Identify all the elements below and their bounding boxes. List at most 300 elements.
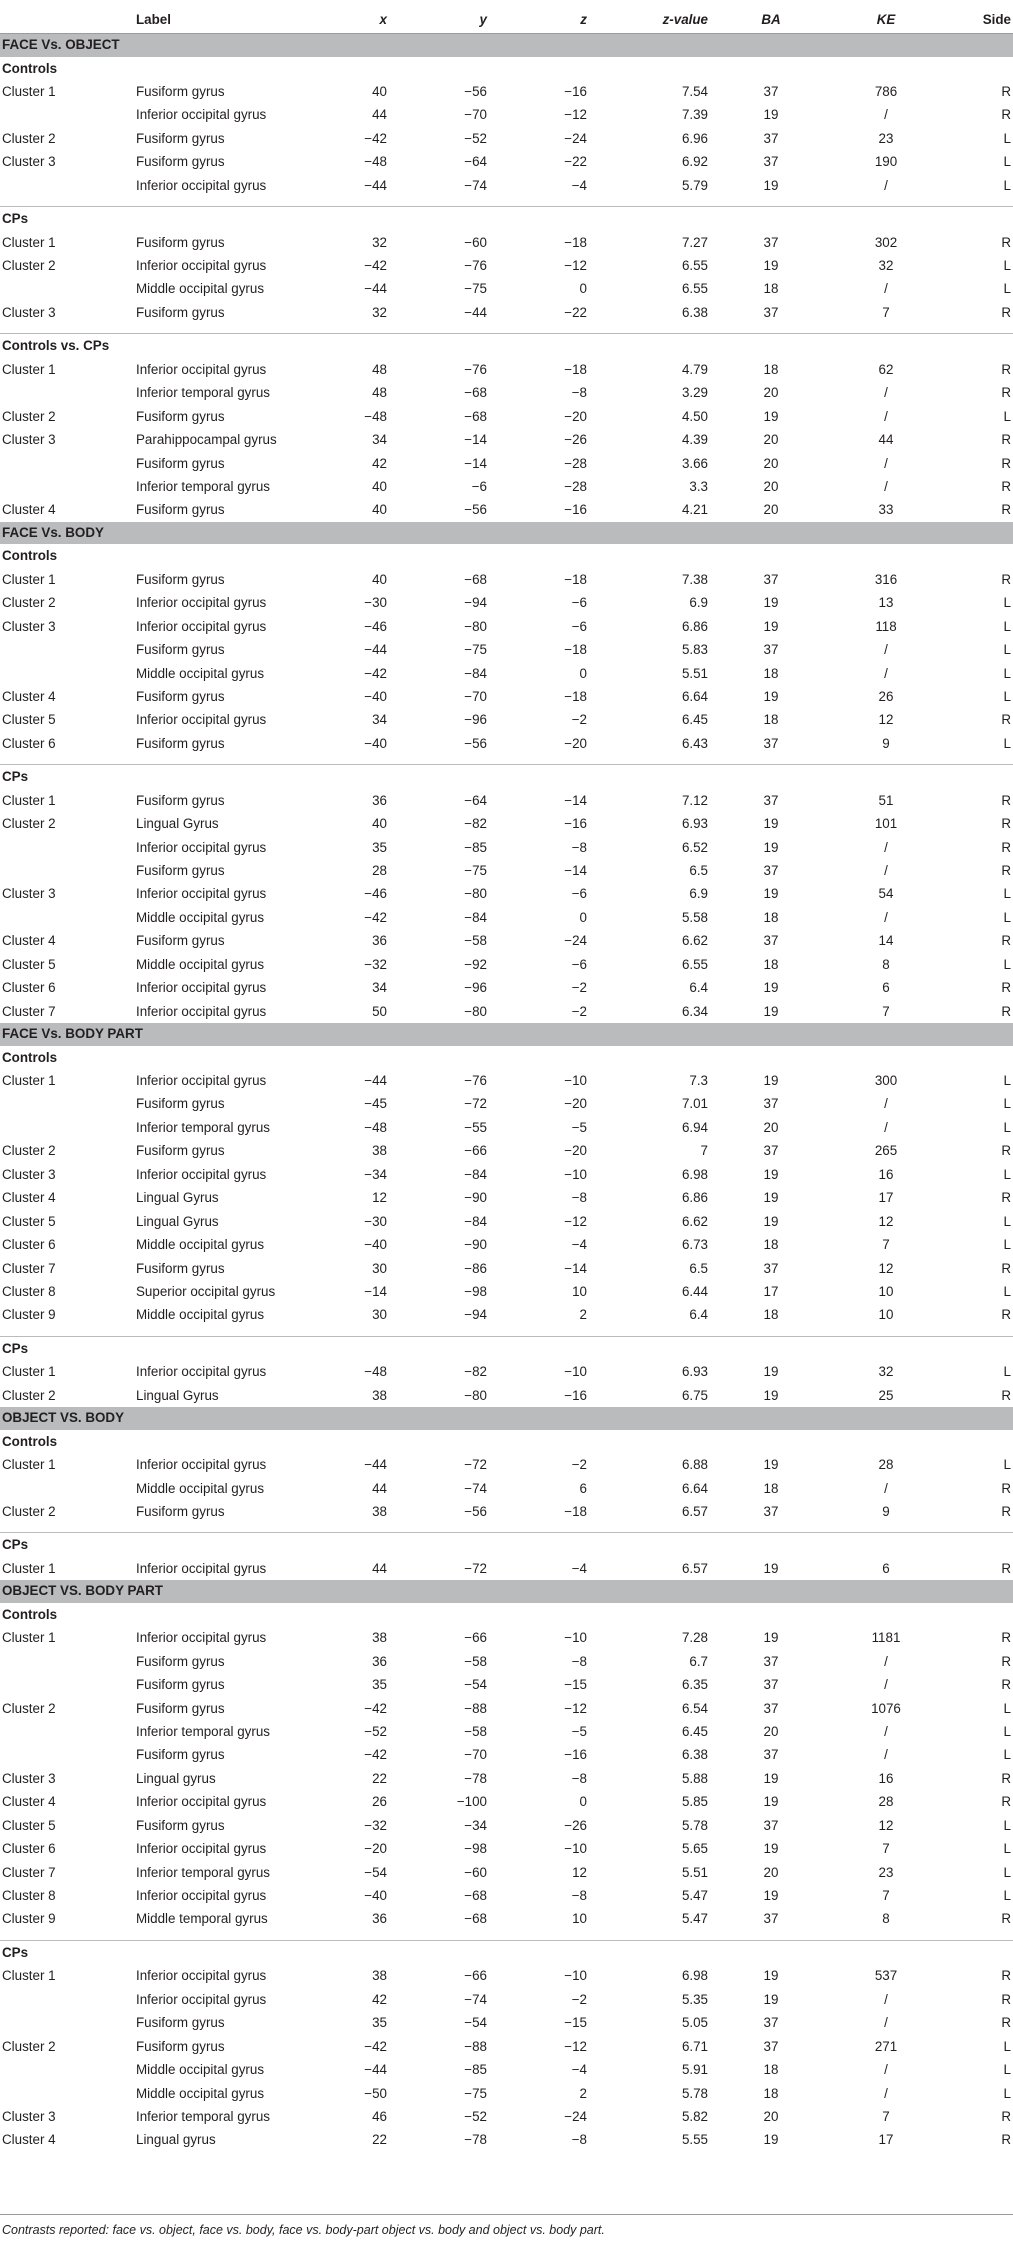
y-cell: −72: [464, 1560, 487, 1576]
table-row: [0, 2105, 1013, 2128]
ke-cell: /: [884, 1119, 888, 1135]
z-value-cell: 6.57: [681, 1560, 708, 1576]
y-cell: −98: [464, 1283, 487, 1299]
table-row: [0, 882, 1013, 905]
ba-cell: 17: [763, 1283, 779, 1299]
side-cell: R: [1001, 2015, 1011, 2031]
x-cell: 40: [372, 502, 387, 518]
z-value-cell: 6.38: [681, 304, 708, 320]
side-cell: L: [1003, 688, 1011, 704]
side-cell: R: [1001, 1677, 1011, 1693]
side-cell: R: [1001, 863, 1011, 878]
x-cell: 38: [372, 1968, 387, 1984]
region-label: Inferior occipital gyrus: [136, 107, 267, 123]
ke-cell: 17: [878, 2132, 894, 2148]
z-cell: −26: [564, 1817, 587, 1833]
ba-cell: 20: [763, 2108, 779, 2124]
z-value-cell: 6.94: [681, 1119, 708, 1135]
bottom-rule: [0, 2214, 1013, 2215]
ke-cell: 10: [878, 1283, 894, 1299]
cluster-cell: Cluster 7: [2, 1260, 56, 1276]
table-row: [0, 1790, 1013, 1813]
region-label: Inferior occipital gyrus: [136, 1073, 267, 1088]
y-cell: −76: [464, 258, 487, 273]
header-z: z: [580, 12, 587, 27]
z-value-cell: 6.55: [681, 956, 708, 972]
z-cell: −18: [564, 361, 587, 377]
ke-cell: /: [884, 478, 888, 494]
ke-cell: 265: [874, 1143, 898, 1159]
table-row: [0, 1697, 1013, 1720]
group-title: Controls: [2, 1049, 58, 1065]
ke-cell: 12: [878, 712, 894, 728]
x-cell: −30: [364, 1213, 387, 1229]
side-cell: R: [1001, 1307, 1011, 1323]
z-cell: −8: [571, 2132, 587, 2148]
region-label: Inferior occipital gyrus: [136, 980, 267, 996]
table-row: [0, 1360, 1013, 1383]
section-header: [0, 1023, 1013, 1046]
side-cell: L: [1003, 177, 1011, 193]
region-label: Fusiform gyrus: [136, 1817, 225, 1833]
z-cell: 2: [579, 1307, 587, 1323]
table-row: [0, 1280, 1013, 1303]
ba-cell: 19: [763, 595, 779, 611]
region-label: Inferior occipital gyrus: [136, 258, 267, 273]
ke-cell: 7: [882, 1841, 890, 1857]
table-row: [0, 405, 1013, 428]
table-row: [0, 662, 1013, 685]
y-cell: −74: [464, 1480, 487, 1496]
cluster-cell: Cluster 8: [2, 1888, 56, 1903]
ke-cell: 316: [874, 571, 898, 587]
x-cell: −50: [364, 2085, 387, 2101]
x-cell: 34: [372, 712, 387, 728]
region-label: Fusiform gyrus: [136, 130, 225, 146]
ke-cell: 14: [878, 933, 894, 949]
side-cell: R: [1001, 455, 1011, 471]
cluster-cell: Cluster 5: [2, 712, 56, 728]
ke-cell: 9: [882, 1503, 890, 1519]
y-cell: −84: [464, 909, 487, 925]
x-cell: 12: [372, 1190, 387, 1206]
ba-cell: 19: [763, 1364, 779, 1380]
side-cell: R: [1001, 361, 1011, 377]
x-cell: 46: [372, 2108, 387, 2124]
z-cell: 0: [579, 665, 587, 681]
side-cell: R: [1001, 1503, 1011, 1519]
cluster-cell: Cluster 1: [2, 1364, 56, 1380]
z-value-cell: 7.27: [681, 234, 708, 250]
group-title: Controls: [2, 1433, 58, 1449]
z-cell: −10: [564, 1841, 587, 1857]
ke-cell: 302: [874, 234, 898, 250]
x-cell: −48: [364, 408, 387, 424]
region-label: Lingual Gyrus: [136, 1190, 219, 1206]
ba-cell: 37: [763, 792, 779, 808]
region-label: Fusiform gyrus: [136, 1260, 225, 1276]
region-label: Fusiform gyrus: [136, 571, 225, 587]
z-value-cell: 6.93: [681, 816, 708, 832]
x-cell: 42: [372, 1991, 387, 2007]
y-cell: −92: [464, 956, 487, 972]
ba-cell: 18: [763, 712, 779, 728]
y-cell: −14: [464, 432, 487, 448]
y-cell: −14: [464, 455, 487, 471]
region-label: Inferior occipital gyrus: [136, 1630, 267, 1646]
ke-cell: 7: [882, 1003, 890, 1019]
cluster-cell: Cluster 6: [2, 1237, 56, 1253]
region-label: Fusiform gyrus: [136, 2015, 225, 2031]
table-row: [0, 1743, 1013, 1766]
table-row: [0, 1767, 1013, 1790]
y-cell: −75: [464, 281, 487, 297]
table-row: [0, 1186, 1013, 1209]
region-label: Fusiform gyrus: [136, 792, 225, 808]
group-title: Controls vs. CPs: [2, 338, 110, 354]
z-cell: −24: [564, 933, 587, 949]
side-cell: L: [1003, 130, 1011, 146]
ba-cell: 18: [763, 1480, 779, 1496]
z-value-cell: 5.51: [681, 665, 708, 681]
z-cell: −10: [564, 1073, 587, 1088]
ke-cell: 62: [878, 361, 894, 377]
table-row: [0, 953, 1013, 976]
group-title: CPs: [2, 769, 29, 785]
y-cell: −90: [464, 1190, 487, 1206]
group-divider: [0, 197, 1013, 207]
y-cell: −82: [464, 1364, 487, 1380]
z-value-cell: 6.5: [689, 1260, 708, 1276]
ke-cell: 1076: [871, 1700, 901, 1716]
table-row: [0, 1092, 1013, 1115]
z-cell: −14: [564, 792, 587, 808]
table-row: [0, 1116, 1013, 1139]
z-value-cell: 7.38: [681, 571, 708, 587]
table-row: [0, 452, 1013, 475]
table-row: [0, 1257, 1013, 1280]
x-cell: 34: [372, 432, 387, 448]
z-value-cell: 7: [700, 1143, 708, 1159]
side-cell: L: [1003, 1237, 1011, 1253]
ba-cell: 18: [763, 665, 779, 681]
cluster-cell: Cluster 5: [2, 1213, 56, 1229]
ba-cell: 20: [763, 432, 779, 448]
x-cell: 38: [372, 1143, 387, 1159]
cluster-cell: Cluster 4: [2, 1794, 56, 1810]
ke-cell: 271: [874, 2038, 898, 2054]
table-row: [0, 976, 1013, 999]
z-value-cell: 6.43: [681, 735, 708, 751]
ba-cell: 18: [763, 956, 779, 972]
side-cell: L: [1003, 1457, 1011, 1473]
z-value-cell: 5.82: [681, 2108, 708, 2124]
ke-cell: /: [884, 909, 888, 925]
group-divider: [0, 1327, 1013, 1337]
table-row: [0, 859, 1013, 882]
section-title: FACE Vs. OBJECT: [2, 37, 120, 52]
side-cell: L: [1003, 735, 1011, 751]
ke-cell: 44: [878, 432, 894, 448]
region-label: Inferior occipital gyrus: [136, 1794, 267, 1810]
side-cell: R: [1001, 1911, 1011, 1927]
x-cell: −46: [364, 618, 387, 634]
ba-cell: 19: [763, 1968, 779, 1984]
group-divider: [0, 755, 1013, 765]
region-label: Lingual gyrus: [136, 2132, 216, 2148]
z-cell: −5: [571, 1723, 587, 1739]
region-label: Inferior occipital gyrus: [136, 712, 267, 728]
ba-cell: 19: [763, 980, 779, 996]
region-label: Inferior occipital gyrus: [136, 1364, 267, 1380]
region-label: Inferior occipital gyrus: [136, 595, 267, 611]
z-cell: −4: [571, 2062, 587, 2078]
z-cell: −24: [564, 130, 587, 146]
ba-cell: 37: [763, 154, 779, 170]
side-cell: L: [1003, 1723, 1011, 1739]
z-value-cell: 4.50: [681, 408, 708, 424]
group-title: Controls: [2, 60, 58, 76]
table-row: [0, 1500, 1013, 1523]
ke-cell: 8: [882, 1911, 890, 1927]
z-cell: 0: [579, 909, 587, 925]
cluster-cell: Cluster 4: [2, 2132, 56, 2148]
side-cell: R: [1001, 107, 1011, 123]
z-cell: −12: [564, 1700, 587, 1716]
side-cell: R: [1001, 432, 1011, 448]
region-label: Inferior temporal gyrus: [136, 1119, 270, 1135]
side-cell: L: [1003, 1864, 1011, 1880]
region-label: Fusiform gyrus: [136, 735, 225, 751]
region-label: Superior occipital gyrus: [136, 1283, 276, 1299]
z-cell: −10: [564, 1630, 587, 1646]
table-row: [0, 80, 1013, 103]
z-cell: −4: [571, 1560, 587, 1576]
z-value-cell: 6.96: [681, 130, 708, 146]
ke-cell: /: [884, 642, 888, 658]
region-label: Middle temporal gyrus: [136, 1911, 268, 1927]
x-cell: −44: [364, 177, 387, 193]
cluster-cell: Cluster 4: [2, 688, 56, 704]
region-label: Fusiform gyrus: [136, 83, 225, 99]
y-cell: −54: [464, 2015, 487, 2031]
z-value-cell: 5.83: [681, 642, 708, 658]
ba-cell: 19: [763, 1630, 779, 1646]
z-cell: −8: [571, 1888, 587, 1903]
section-header: [0, 1407, 1013, 1430]
table-row: [0, 1988, 1013, 2011]
section-header: [0, 1580, 1013, 1603]
header-side: Side: [982, 12, 1011, 27]
region-label: Fusiform gyrus: [136, 688, 225, 704]
side-cell: R: [1001, 839, 1011, 855]
ba-cell: 19: [763, 839, 779, 855]
ke-cell: /: [884, 1723, 888, 1739]
region-label: Fusiform gyrus: [136, 933, 225, 949]
region-label: Fusiform gyrus: [136, 642, 225, 658]
x-cell: 48: [372, 361, 387, 377]
x-cell: 30: [372, 1307, 387, 1323]
z-cell: −10: [564, 1364, 587, 1380]
z-cell: −6: [571, 956, 587, 972]
x-cell: 38: [372, 1503, 387, 1519]
x-cell: 32: [372, 304, 387, 320]
table-row: [0, 254, 1013, 277]
cluster-cell: Cluster 2: [2, 408, 56, 424]
ba-cell: 19: [763, 1213, 779, 1229]
ke-cell: 28: [878, 1457, 894, 1473]
region-label: Fusiform gyrus: [136, 1503, 225, 1519]
ba-cell: 19: [763, 408, 779, 424]
ke-cell: 16: [878, 1770, 894, 1786]
ke-cell: 101: [874, 816, 898, 832]
cluster-cell: Cluster 4: [2, 502, 56, 518]
x-cell: −46: [364, 886, 387, 902]
z-cell: −6: [571, 886, 587, 902]
cluster-cell: Cluster 3: [2, 886, 56, 902]
ba-cell: 18: [763, 2062, 779, 2078]
x-cell: −42: [364, 258, 387, 273]
table-row: [0, 1720, 1013, 1743]
y-cell: −70: [464, 688, 487, 704]
z-value-cell: 6.52: [681, 839, 708, 855]
z-value-cell: 5.47: [681, 1911, 708, 1927]
z-cell: 2: [579, 2085, 587, 2101]
side-cell: L: [1003, 1283, 1011, 1299]
section-title: OBJECT VS. BODY PART: [2, 1583, 163, 1599]
z-value-cell: 5.78: [681, 2085, 708, 2101]
region-label: Fusiform gyrus: [136, 304, 225, 320]
ke-cell: 23: [878, 1864, 894, 1880]
region-label: Fusiform gyrus: [136, 234, 225, 250]
table-row: [0, 277, 1013, 300]
z-cell: 0: [579, 281, 587, 297]
z-cell: −18: [564, 1503, 587, 1519]
ke-cell: /: [884, 1653, 888, 1669]
z-value-cell: 6.4: [689, 1307, 708, 1323]
region-label: Middle occipital gyrus: [136, 1237, 265, 1253]
table-row: [0, 301, 1013, 324]
z-cell: −12: [564, 1213, 587, 1229]
region-label: Inferior temporal gyrus: [136, 478, 270, 494]
ba-cell: 19: [763, 886, 779, 902]
z-value-cell: 6.9: [689, 886, 708, 902]
cluster-cell: Cluster 2: [2, 1503, 56, 1519]
z-cell: −20: [564, 1143, 587, 1159]
table-row: [0, 1884, 1013, 1907]
x-cell: 26: [372, 1794, 387, 1810]
x-cell: 38: [372, 1630, 387, 1646]
y-cell: −78: [464, 2132, 487, 2148]
region-label: Inferior occipital gyrus: [136, 1560, 267, 1576]
x-cell: 32: [372, 234, 387, 250]
cluster-cell: Cluster 6: [2, 735, 56, 751]
ba-cell: 19: [763, 107, 779, 123]
group-divider: [0, 1931, 1013, 1941]
section-title: FACE Vs. BODY: [2, 524, 104, 540]
ba-cell: 37: [763, 1503, 779, 1519]
z-cell: 6: [579, 1480, 587, 1496]
x-cell: −44: [364, 642, 387, 658]
table-row: [0, 1069, 1013, 1092]
side-cell: R: [1001, 980, 1011, 996]
ke-cell: /: [884, 1096, 888, 1112]
y-cell: −66: [464, 1143, 487, 1159]
z-value-cell: 6.88: [681, 1457, 708, 1473]
z-value-cell: 6.62: [681, 933, 708, 949]
z-value-cell: 6.71: [681, 2038, 708, 2054]
side-cell: L: [1003, 281, 1011, 297]
x-cell: −32: [364, 956, 387, 972]
side-cell: L: [1003, 1841, 1011, 1857]
x-cell: −20: [364, 1841, 387, 1857]
y-cell: −52: [464, 2108, 487, 2124]
ba-cell: 19: [763, 1841, 779, 1857]
z-cell: −26: [564, 432, 587, 448]
ba-cell: 19: [763, 1770, 779, 1786]
ba-cell: 19: [763, 1190, 779, 1206]
z-value-cell: 5.85: [681, 1794, 708, 1810]
ba-cell: 20: [763, 478, 779, 494]
header-y: y: [479, 12, 487, 27]
table-row: [0, 1163, 1013, 1186]
x-cell: 40: [372, 478, 387, 494]
z-cell: −15: [564, 1677, 587, 1693]
ba-cell: 37: [763, 735, 779, 751]
x-cell: 50: [372, 1003, 387, 1019]
x-cell: −52: [364, 1723, 387, 1739]
region-label: Lingual Gyrus: [136, 816, 219, 832]
ke-cell: 23: [878, 130, 894, 146]
ke-cell: /: [884, 2015, 888, 2031]
side-cell: L: [1003, 1700, 1011, 1716]
ke-cell: /: [884, 863, 888, 878]
region-label: Inferior occipital gyrus: [136, 1888, 267, 1903]
section-header: [0, 522, 1013, 545]
z-value-cell: 3.66: [681, 455, 708, 471]
ba-cell: 37: [763, 1096, 779, 1112]
ke-cell: /: [884, 408, 888, 424]
region-label: Middle occipital gyrus: [136, 909, 265, 925]
z-cell: −20: [564, 735, 587, 751]
ba-cell: 18: [763, 281, 779, 297]
x-cell: 36: [372, 1911, 387, 1927]
ba-cell: 37: [763, 1143, 779, 1159]
ba-cell: 37: [763, 2015, 779, 2031]
cluster-cell: Cluster 2: [2, 816, 56, 832]
z-value-cell: 5.79: [681, 177, 708, 193]
ke-cell: /: [884, 1747, 888, 1763]
ke-cell: 25: [878, 1387, 894, 1403]
table-row: [0, 127, 1013, 150]
table-row: [0, 906, 1013, 929]
z-cell: −12: [564, 258, 587, 273]
x-cell: 44: [372, 1480, 387, 1496]
side-cell: R: [1001, 571, 1011, 587]
x-cell: 35: [372, 2015, 387, 2031]
x-cell: −48: [364, 1119, 387, 1135]
ke-cell: /: [884, 1480, 888, 1496]
ke-cell: 7: [882, 1237, 890, 1253]
ba-cell: 19: [763, 1560, 779, 1576]
ba-cell: 37: [763, 1653, 779, 1669]
x-cell: −42: [364, 2038, 387, 2054]
table-row: [0, 1000, 1013, 1023]
y-cell: −55: [464, 1119, 487, 1135]
ba-cell: 18: [763, 1307, 779, 1323]
x-cell: −30: [364, 595, 387, 611]
side-cell: R: [1001, 2132, 1011, 2148]
